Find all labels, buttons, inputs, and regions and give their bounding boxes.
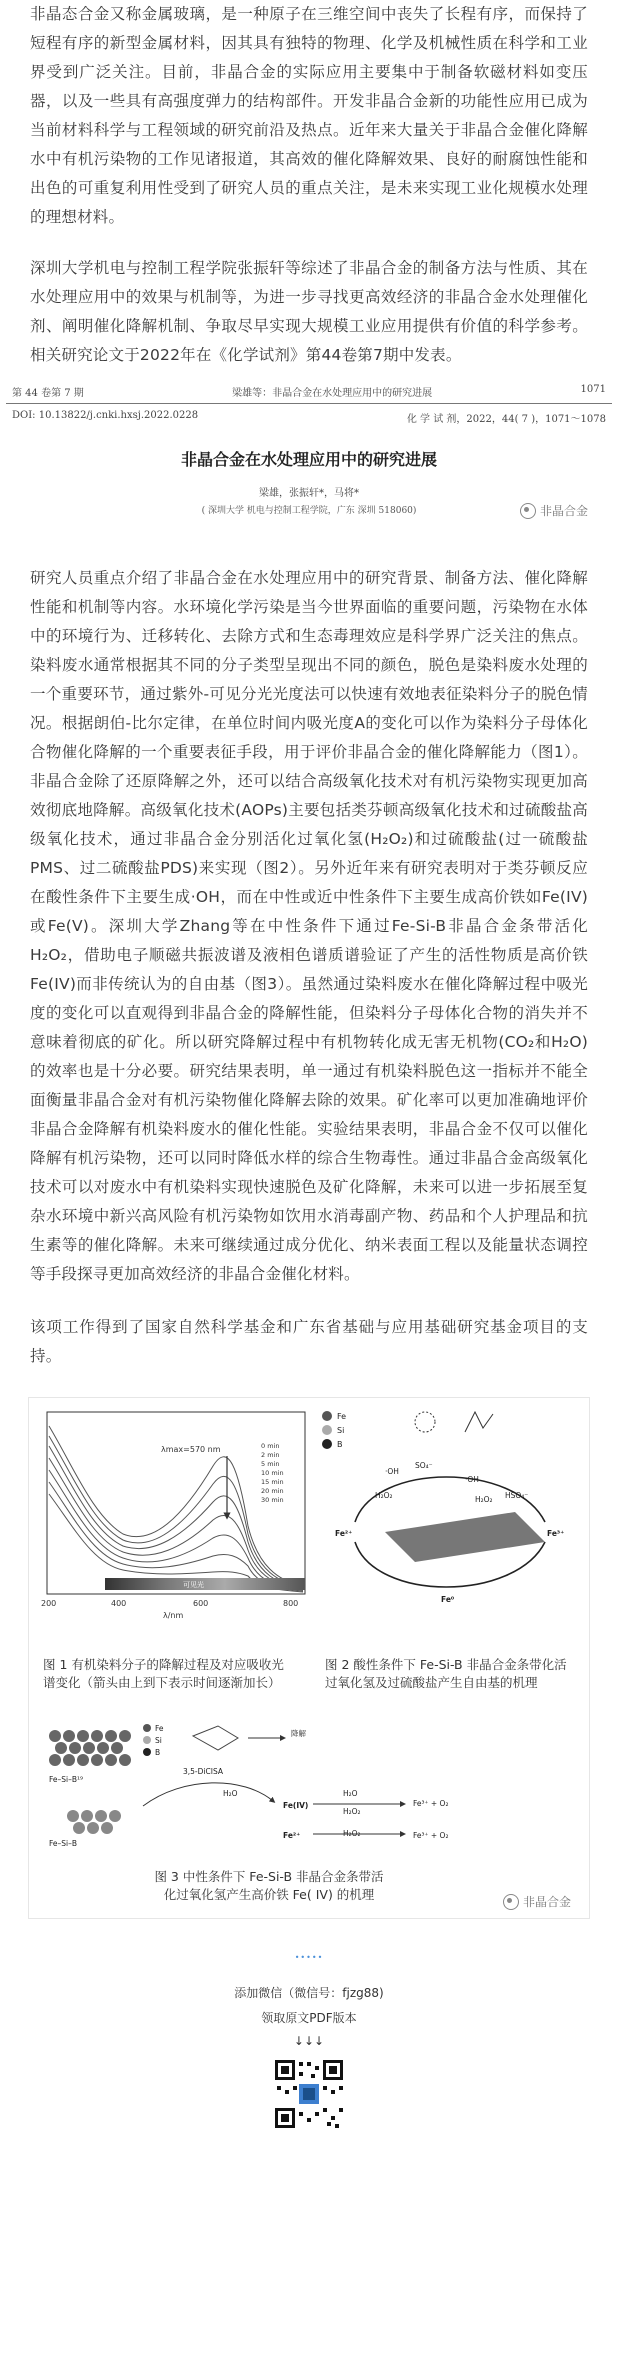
body-paragraph-1: 研究人员重点介绍了非晶合金在水处理应用中的研究背景、制备方法、催化降解性能和机制等内容。水环境化学污染是当今世界面临的重要问题，污染物在水体中的环境行为、迁移转化、去除方式和生态毒理效应是科学界广泛关注的焦点。染料废水通常根据其不同的分子类型呈现出不同的颜色，脱色是染料废水处理的一个重要环节，通过紫外-可见分光光度法可以快速有效地表征染料分子的脱色情况。根据朗伯-比尔定律，在单位时间内吸光度A的变化可以作为染料分子母体化合物催化降解的一个重要表征手段，用于评价非晶合金的催化降解能力（图1）。非晶合金除了还原降解之外，还可以结合高级氧化技术对有机污染物实现更加高效彻底地降解。高级氧化技术(AOPs)主要包括类芬顿高级氧化技术和过硫酸盐高级氧化技术，通过非晶合金分别活化过氧化氢(H₂O₂)和过硫酸盐(过一硫酸盐PMS、过二硫酸盐PDS)来实现（图2）。另外近年来有研究表明对于类芬顿反应在酸性条件下主要生成·OH，而在中性或近中性条件下主要生成高价铁如Fe(IV)或Fe(V)。深圳大学Zhang等在中性条件下通过Fe-Si-B非晶合金条带活化H₂O₂，借助电子顺磁共振波谱及液相色谱质谱验证了产生的活性物质是高价铁Fe(IV)而非传统认为的自由基（图3）。虽然通过染料废水在催化降解过程中吸光度的变化可以直观得到非晶合金的降解性能，但染料分子母体化合物的消失并不意味着彻底的矿化。所以研究降解过程中有机物转化成无害无机物(CO₂和H₂O)的效率也是十分必要。研究结果表明，单一通过有机染料脱色这一指标并不能全面衡量非晶合金对有机污染物催化降解去除的效果。矿化率可以更加准确地评价非晶合金降解有机染料废水的催化性能。实验结果表明，非晶合金不仅可以催化降解有机污染物，还可以同时降低水样的综合生物毒性。通过非晶合金高级氧化技术可以对废水中有机染料实现快速脱色及矿化降解，未来可以进一步拓展至复杂水环境中新兴高风险有机污染物如饮用水消毒副产物、药品和个人护理品和抗生素等的催化降解。未来可继续通过成分优化、纳米表面工程以及能量状态调控等手段探寻更加高效经济的非晶合金催化材料。 <box>30 569 588 1283</box>
watermark <box>520 502 588 519</box>
figure-watermark-logo-icon <box>503 1894 519 1910</box>
fig1-xtick-3: 800 <box>283 1599 299 1608</box>
fig2-label-h2o2-2: H₂O₂ <box>475 1495 493 1504</box>
figure-3-mechanism <box>43 1716 483 1856</box>
fig2-sun-icon <box>415 1412 435 1432</box>
fig3-label-fe4: Fe(IV) <box>283 1801 309 1810</box>
qr-code[interactable] <box>273 2058 345 2130</box>
fig3-label-h2o2-2: H₂O₂ <box>343 1829 361 1838</box>
fig3-label-alloy-bottom: Fe–Si–B <box>49 1839 78 1848</box>
fig1-legend-2: 5 min <box>261 1460 280 1468</box>
arrows-text: ↓↓↓ <box>293 2034 325 2048</box>
paper-header-image <box>6 384 612 546</box>
fig1-legend-0: 0 min <box>261 1442 280 1450</box>
paper-doi: DOI: 10.13822/j.cnki.hxsj.2022.0228 <box>12 410 199 421</box>
wechat-text: 添加微信（微信号：fjzg88) <box>234 1986 384 2000</box>
fig1-visible-band <box>105 1578 305 1590</box>
fig2-label-fe2: Fe²⁺ <box>335 1529 353 1538</box>
pdf-text: 领取原文PDF版本 <box>261 2011 357 2025</box>
fig3-label-dicisa: 3,5-DiCISA <box>183 1767 223 1776</box>
fig1-legend-4: 15 min <box>261 1478 284 1486</box>
watermark-logo-icon <box>520 503 536 519</box>
fig1-legend-3: 10 min <box>261 1469 284 1477</box>
fig2-molecule-icon <box>465 1412 493 1432</box>
fig2-legend-fe: Fe <box>337 1412 347 1421</box>
qr-code-icon <box>273 2058 345 2130</box>
fig1-visible-label: 可见光 <box>183 1581 204 1589</box>
paper-citation: 化 学 试 剂，2022，44( 7 )，1071～1078 <box>406 414 606 425</box>
fig2-label-h2o2-1: H₂O₂ <box>375 1491 393 1500</box>
fig1-legend-1: 2 min <box>261 1451 280 1459</box>
fig3-label-fe3-o2-1: Fe³⁺ + O₂ <box>413 1799 449 1808</box>
figure-2-mechanism <box>315 1402 585 1632</box>
fig1-legend-6: 30 min <box>261 1496 284 1504</box>
fig3-label-fe3-o2-2: Fe³⁺ + O₂ <box>413 1831 449 1840</box>
fig1-lambda-label: λmax=570 nm <box>161 1445 221 1454</box>
figure-3-caption: 图 3 中性条件下 Fe-Si-B 非晶合金条带活化过氧化氢产生高价铁 Fe( IV) 的机理 <box>154 1869 384 1902</box>
fig3-legend-fe: Fe <box>155 1724 164 1733</box>
fig2-label-oh-1: ·OH <box>385 1467 399 1476</box>
fig2-label-hso4: HSO₄⁻ <box>505 1491 529 1500</box>
paper-title: 非晶合金在水处理应用中的研究进展 <box>180 450 437 469</box>
paper-page-number: 1071 <box>580 384 606 395</box>
fig3-molecule-icon <box>193 1726 238 1750</box>
fig2-ribbon <box>385 1512 545 1562</box>
fig2-legend-b: B <box>337 1440 343 1449</box>
fig1-xtick-1: 400 <box>111 1599 127 1608</box>
fig2-legend-si: Si <box>337 1426 345 1435</box>
intro-paragraph-1: 非晶态合金又称金属玻璃，是一种原子在三维空间中丧失了长程有序，而保持了短程有序的新型金属材料，因其具有独特的物理、化学及机械性质在科学和工业界受到广泛关注。目前，非晶合金的实际应用主要集中于制备软磁材料如变压器，以及一些具有高强度弹力的结构部件。开发非晶合金新的功能性应用已成为当前材料科学与工程领域的研究前沿及热点。近年来大量关于非晶合金催化降解水中有机污染物的工作见诸报道，其高效的催化降解效果、良好的耐腐蚀性能和出色的可重复利用性受到了研究人员的重点关注，是未来实现工业化规模水处理的理想材料。 <box>30 5 588 226</box>
fig2-label-so4: SO₄⁻ <box>415 1461 433 1470</box>
fig2-label-oh-2: ·OH <box>465 1475 479 1484</box>
fig2-label-fe3: Fe³⁺ <box>547 1529 565 1538</box>
fig2-label-fe0: Fe⁰ <box>441 1595 455 1604</box>
fig1-xtick-0: 200 <box>41 1599 57 1608</box>
fig3-legend-si: Si <box>155 1736 162 1745</box>
fig1-legend-5: 20 min <box>261 1487 284 1495</box>
figure-1-caption: 图 1 有机染料分子的降解过程及对应吸收光谱变化（箭头由上到下表示时间逐渐加长） <box>43 1657 284 1690</box>
watermark-text: 非晶合金 <box>539 504 588 518</box>
fig3-label-alloy-top: Fe–Si–B¹⁹ <box>49 1775 84 1784</box>
figure-watermark <box>503 1893 571 1910</box>
paper-authors: 梁雄，张振轩*，马将* <box>259 488 359 499</box>
intro-paragraph-2: 深圳大学机电与控制工程学院张振轩等综述了非晶合金的制备方法与性质、其在水处理应用中的效果与机制等，为进一步寻找更高效经济的非晶合金水处理催化剂、阐明催化降解机制、争取尽早实现大规模工业应用提供有价值的科学参考。相关研究论文于2022年在《化学试剂》第44卷第7期中发表。 <box>30 259 588 364</box>
figure-1-spectra <box>33 1406 315 1646</box>
divider-dots: ••••• <box>294 1953 324 1962</box>
fig1-xtick-2: 600 <box>193 1599 209 1608</box>
figure-panel <box>28 1397 590 1919</box>
figure-2-caption: 图 2 酸性条件下 Fe-Si-B 非晶合金条带化活过氧化氢及过硫酸盐产生自由基的机理 <box>325 1657 567 1690</box>
fig3-label-h2o2-1: H₂O₂ <box>343 1807 361 1816</box>
paper-volume: 第 44 卷第 7 期 <box>12 388 84 399</box>
fig3-label-degrade: 降解 <box>291 1729 306 1738</box>
fig3-label-h2o-1: H₂O <box>223 1789 238 1798</box>
body-paragraph-2: 该项工作得到了国家自然科学基金和广东省基础与应用基础研究基金项目的支持。 <box>30 1318 588 1365</box>
fig1-xlabel: λ/nm <box>163 1611 184 1620</box>
paper-running-title: 梁雄等：非晶合金在水处理应用中的研究进展 <box>232 388 433 399</box>
fig3-label-fe2: Fe²⁺ <box>283 1831 301 1840</box>
fig3-legend-b: B <box>155 1748 161 1757</box>
paper-institution: ( 深圳大学 机电与控制工程学院，广东 深圳 518060) <box>201 506 417 516</box>
figure-watermark-text: 非晶合金 <box>522 1895 571 1909</box>
fig3-label-h2o-2: H₂O <box>343 1789 358 1798</box>
